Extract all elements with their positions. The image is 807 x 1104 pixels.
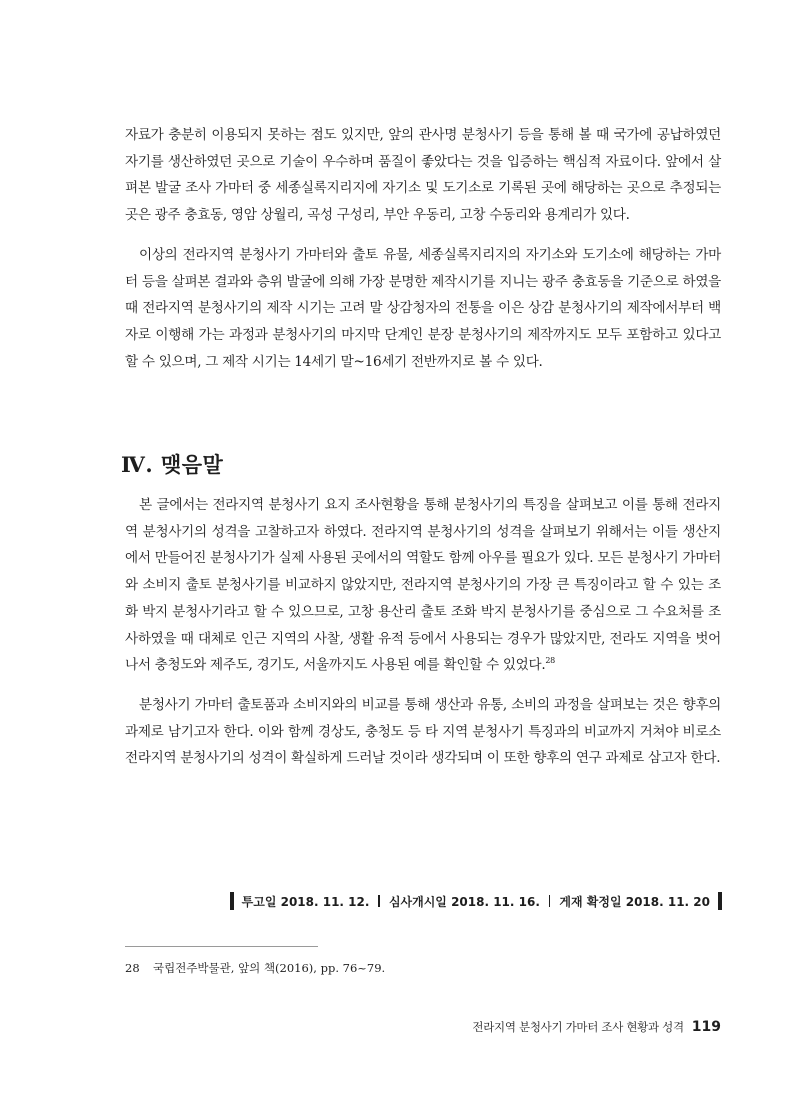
body-paragraph: 자료가 충분히 이용되지 못하는 점도 있지만, 앞의 관사명 분청사기 등을 통해 볼 때 국가에 공납하였던 자기를 생산하였던 곳으로 기술이 우수하며 품질이 좋았다는 것을 입증하는 핵심적 자료이다. 앞에서 살펴본 발굴 조사 가마터 중 세종실록지리지에 자기소 및 도기소로 기록된 곳에 해당하는 곳으로 추정되는 곳은 광주 충효동, 영암 상월리, 곡성 구성리, 부안 우동리, 고창 수동리와 용계리가 있다. <box>125 127 721 224</box>
date-bar-right-marker <box>718 892 722 910</box>
footnote <box>125 960 385 976</box>
section-heading: Ⅳ. 맺음말 <box>121 452 224 477</box>
page-number: 119 <box>691 1019 721 1035</box>
submitted-date: 투고일 2018. 11. 12. <box>241 894 370 909</box>
footnote-reference[interactable]: 28 <box>545 656 555 666</box>
running-footer <box>472 1019 721 1035</box>
publication-dates <box>230 889 722 913</box>
footnote-number: 28 <box>125 961 140 975</box>
running-footer-title: 전라지역 분청사기 가마터 조사 현황과 성격 <box>472 1020 684 1034</box>
footnote-divider <box>125 946 318 947</box>
date-bar-left-marker <box>230 892 234 910</box>
conclusion-paragraph: 분청사기 가마터 출토품과 소비지와의 비교를 통해 생산과 유통, 소비의 과정을 살펴보는 것은 향후의 과제로 남기고자 한다. 이와 함께 경상도, 충청도 등 타 지역 분청사기 특징과의 비교까지 거쳐야 비로소 전라지역 분청사기의 성격이 확실하게 드러날 것이라 생각되며 이 또한 향후의 연구 과제로 삼고자 한다. <box>125 697 721 767</box>
date-separator <box>549 895 551 907</box>
body-paragraph: 이상의 전라지역 분청사기 가마터와 출토 유물, 세종실록지리지의 자기소와 도기소에 해당하는 가마터 등을 살펴본 결과와 층위 발굴에 의해 가장 분명한 제작시기를 지니는 광주 충효동을 기준으로 하였을 때 전라지역 분청사기의 제작 시기는 고려 말 상감청자의 전통을 이은 상감 분청사기의 제작에서부터 백자로 이행해 가는 과정과 분청사기의 마지막 단계인 분장 분청사기의 제작까지도 모두 포함하고 있다고 할 수 있으며, 그 제작 시기는 14세기 말~16세기 전반까지로 볼 수 있다. <box>125 247 721 370</box>
footnote-text: 국립전주박물관, 앞의 책(2016), pp. 76~79. <box>153 961 386 975</box>
review-start-date: 심사개시일 2018. 11. 16. <box>388 894 540 909</box>
conclusion-paragraph <box>125 492 721 679</box>
date-separator <box>378 895 380 907</box>
confirmed-date: 게재 확정일 2018. 11. 20 <box>559 894 710 909</box>
conclusion-paragraph-text: 본 글에서는 전라지역 분청사기 요지 조사현황을 통해 분청사기의 특징을 살펴보고 이를 통해 전라지역 분청사기의 성격을 고찰하고자 하였다. 전라지역 분청사기의 성격을 살펴보기 위해서는 이들 생산지에서 만들어진 분청사기가 실제 사용된 곳에서의 역할도 함께 아우를 필요가 있다. 모든 분청사기 가마터와 소비지 출토 분청사기를 비교하지 않았지만, 전라지역 분청사기의 가장 큰 특징이라고 할 수 있는 조화 박지 분청사기라고 할 수 있으므로, 고창 용산리 출토 조화 박지 분청사기를 중심으로 그 수요처를 조사하였을 때 대체로 인근 지역의 사찰, 생활 유적 등에서 사용되는 경우가 많았지만, 전라도 지역을 벗어나서 충청도와 제주도, 경기도, 서울까지도 사용된 예를 확인할 수 있었다. <box>125 497 721 674</box>
